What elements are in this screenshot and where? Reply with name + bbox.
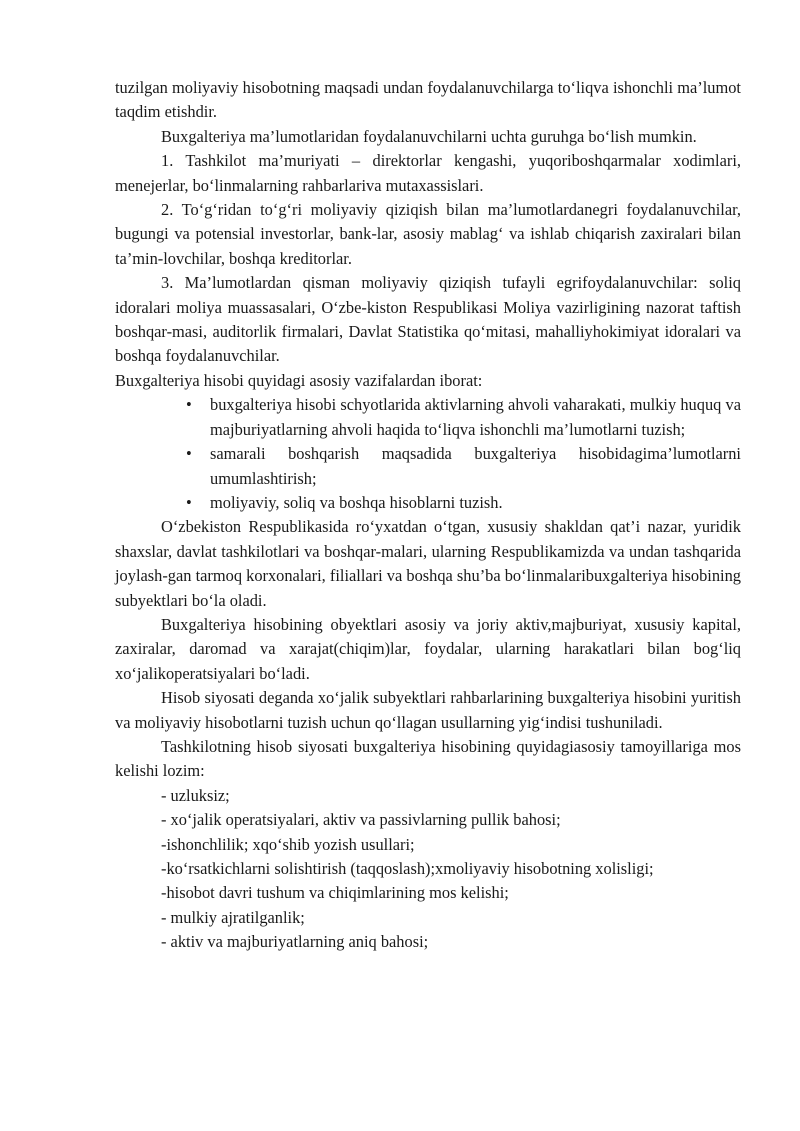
bullet-icon: •: [186, 492, 192, 512]
dash-list-item: -ko‘rsatkichlarni solishtirish (taqqoslash);xmoliyaviy hisobotning xolisligi;: [161, 859, 654, 878]
list-item-text: buxgalteriya hisobi schyotlarida aktivlarning ahvoli vaharakati, mulkiy huquq va majburiyatlarning ahvoli haqida to‘liqva ishonchli ma’lumotlarni tuzish;: [210, 395, 741, 439]
dash-list-item: -hisobot davri tushum va chiqimlarining mos kelishi;: [161, 883, 509, 903]
bullet-list: [115, 393, 741, 515]
list-item-text: moliyaviy, soliq va boshqa hisoblarni tuzish.: [210, 492, 503, 512]
list-item: [186, 491, 741, 515]
bullet-icon: •: [186, 444, 192, 464]
list-item: [186, 442, 741, 491]
dash-list-item: - aktiv va majburiyatlarning aniq bahosi;: [161, 932, 429, 952]
paragraph: tuzilgan moliyaviy hisobotning maqsadi undan foydalanuvchilarga to‘liqva ishonchli ma’lumot taqdim etishdir.: [115, 78, 741, 122]
paragraph-list-item-2: 2. To‘g‘ridan to‘g‘ri moliyaviy qiziqish bilan ma’lumotlardanegri foydalanuvchilar, bugungi va potensial investorlar, bank-lar, asosiy mablag‘ va ishlab chiqarish zaxiralari bilan ta’min-lovchilar, boshqa kreditorlar.: [115, 200, 741, 268]
paragraph-list-item-1: 1. Tashkilot ma’muriyati – direktorlar kengashi, yuqoriboshqarmalar xodimlari, menejerlar, bo‘linmalarning rahbarlariva mutaxassislari.: [115, 151, 741, 195]
bullet-icon: •: [186, 395, 192, 415]
dash-list-item: - mulkiy ajratilganlik;: [161, 907, 305, 927]
dash-list-item: - uzluksiz;: [161, 785, 230, 805]
list-item: [186, 393, 741, 442]
paragraph: Tashkilotning hisob siyosati buxgalteriya hisobining quyidagiasosiy tamoyillariga mos kelishi lozim:: [115, 736, 741, 781]
paragraph-list-item-3: 3. Ma’lumotlardan qisman moliyaviy qiziqish tufayli egrifoydalanuvchilar: soliq idoralari moliya muassasalari, O‘zbe-kiston Respublikasi Moliya vazirligining nazorat taftish boshqar-masi, auditorlik firmalari, Davlat Statistika qo‘mitasi, mahalliyhokimiyat idoralari va boshqa foydalanuvchilar.: [115, 273, 741, 366]
paragraph: Buxgalteriya ma’lumotlaridan foydalanuvchilarni uchta guruhga bo‘lish mumkin.: [161, 126, 697, 146]
paragraph: O‘zbekiston Respublikasida ro‘yxatdan o‘tgan, xususiy shakldan qat’i nazar, yuridik shaxslar, davlat tashkilotlari va boshqar-malari, ularning Respublikamizda va undan tashqarida joylash-gan tarmoq korxonalari, filiallari va boshqa shu’ba bo‘linmalaribuxgalteriya hisobining subyektlari bo‘la oladi.: [115, 517, 741, 610]
paragraph: Buxgalteriya hisobining obyektlari asosiy va joriy aktiv,majburiyat, xususiy kapital, zaxiralar, daromad va xarajat(chiqim)lar, foydalar, ularning harakatlari bilan bog‘liq xo‘jalikoperatsiyalari bo‘ladi.: [115, 614, 741, 683]
paragraph-tasks-intro: Buxgalteriya hisobi quyidagi asosiy vazifalardan iborat:: [115, 370, 483, 390]
list-item-text: samarali boshqarish maqsadida buxgalteriya hisobidagima’lumotlarni umumlashtirish;: [210, 444, 741, 488]
dash-list-item: - xo‘jalik operatsiyalari, aktiv va passivlarning pullik bahosi;: [161, 810, 561, 830]
document-page: [115, 76, 741, 955]
paragraph: Hisob siyosati deganda xo‘jalik subyektlari rahbarlarining buxgalteriya hisobini yuritish va moliyaviy hisobotlarni tuzish uchun qo‘llagan usullarning yig‘indisi tushuniladi.: [115, 688, 741, 732]
dash-list-item: -ishonchlilik; xqo‘shib yozish usullari;: [161, 834, 415, 854]
